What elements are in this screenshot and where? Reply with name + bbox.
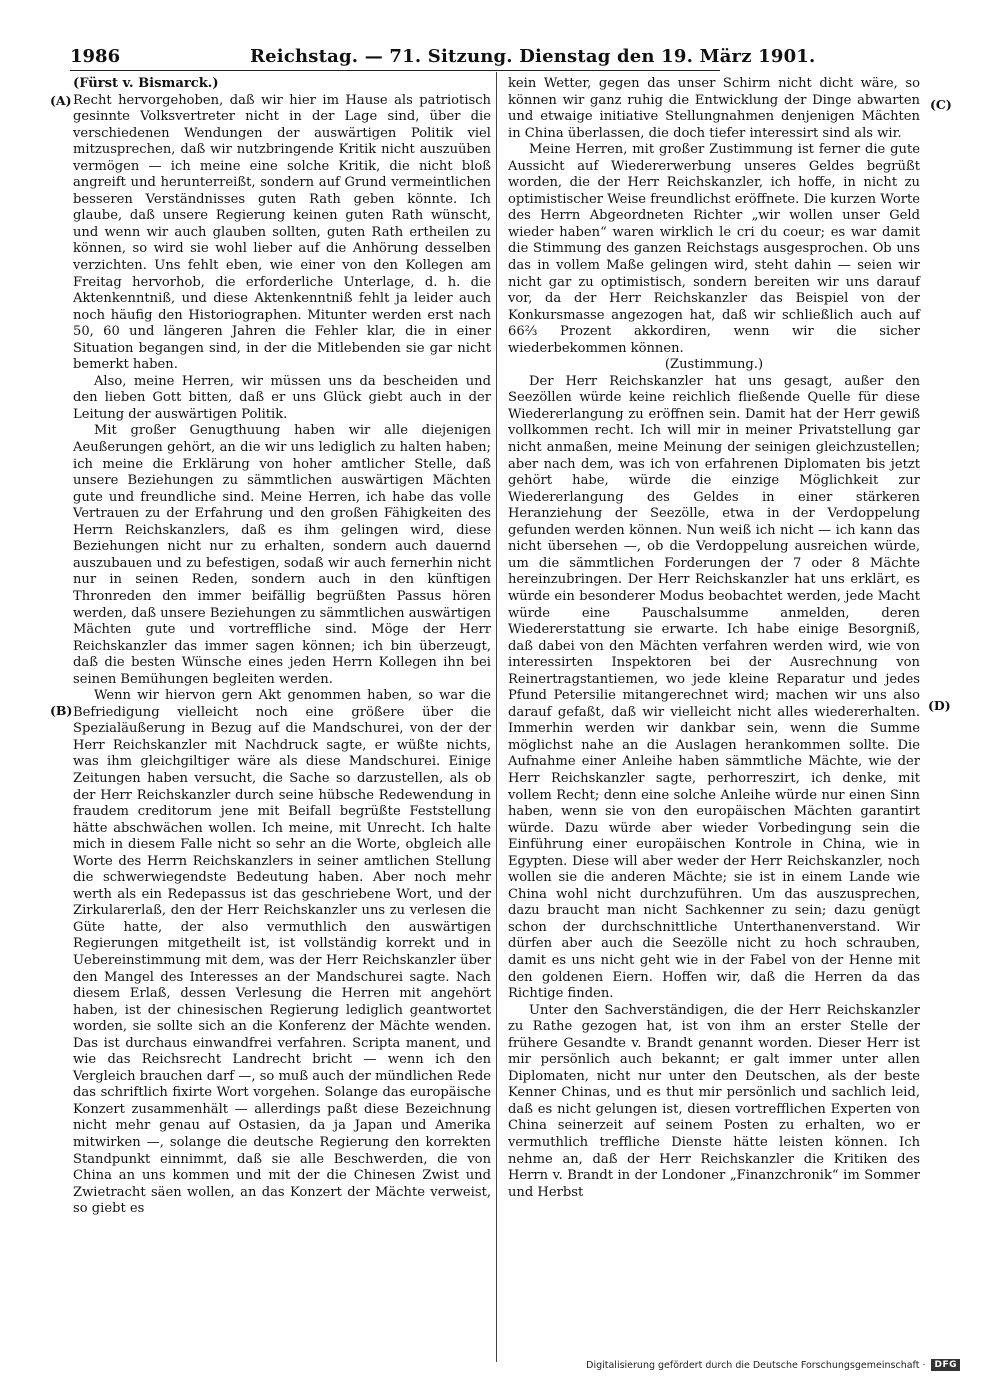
- paragraph: Recht hervorgehoben, daß wir hier im Hause als patriotisch gesinnte Volksvertreter nicht in der Lage sind, über die verschiedenen Wendungen der auswärtigen Politik viel mitzusprechen, daß wir nutzbringende Kritik nicht auszuüben vermögen — ich meine eine solche Kritik, die nicht bloß angreift und herunterreißt, sondern auf Grund vermeintlichen besseren Verständnisses guten Rath geben könnte. Ich glaube, daß unsere Regierung keinen guten Rath wünscht, und wenn wir auch glauben sollten, guten Rath ertheilen zu können, so wird sie wohl lieber auf die Anhörung desselben verzichten. Uns fehlt eben, wie einer von den Kollegen am Freitag hervorhob, die erforderliche Unterlage, d. h. die Aktenkenntniß, und diese Aktenkenntniß fehlt ja leider auch noch häufig den Historiographen. Mitunter werden erst nach 50, 60 und längeren Jahren die Fehler klar, die in einer Situation begangen sind, in der die Mitlebenden sie gar nicht bemerkt haben.: [73, 92, 491, 373]
- margin-marker-d: (D): [928, 698, 951, 713]
- speaker-label: (Fürst v. Bismarck.): [73, 76, 219, 91]
- right-column: [508, 76, 920, 1201]
- margin-marker-a: (A): [50, 93, 72, 108]
- paragraph: Der Herr Reichskanzler hat uns gesagt, außer den Seezöllen würde keine reichlich fließende Quelle für diese Wiedererlangung zu eröffnen sein. Damit hat der Herr gewiß vollkommen recht. Ich will mir in meiner Privatstellung gar nicht anmaßen, meine Meinung der seinigen gleichzustellen; aber nach dem, was ich von erfahrenen Diplomaten bis jetzt gehört habe, würde die einzige Möglichkeit zur Wiedererlangung des Geldes in einer stärkeren Heranziehung der Seezölle, etwa in der Verdoppelung gefunden werden können. Nun weiß ich nicht — ich kann das nicht übersehen —, ob die Verdoppelung ausreichen würde, um die sämmtlichen Forderungen der 7 oder 8 Mächte hereinzubringen. Der Herr Reichskanzler hat uns erklärt, es würde ein besonderer Modus beobachtet werden, jede Macht würde eine Pauschalsumme anmelden, deren Wiedererstattung sie erwarte. Ich habe einige Besorgniß, daß dabei von den Mächten verfahren werden wird, wie von interessirten Inspektoren bei der Ausrechnung von Reinertragstantiemen, wo jede kleine Reparatur und jedes Pfund Petersilie mitangerechnet wird; machen wir uns also darauf gefaßt, daß wir vielleicht nicht alles wiedererhalten. Immerhin werden wir dankbar sein, wenn die Summe möglichst nahe an die Auslagen herankommen sollte. Die Aufnahme einer Anleihe haben sämmtliche Mächte, wie der Herr Reichskanzler sagte, perhorreszirt, ich denke, mit vollem Recht; denn eine solche Anleihe würde nur einen Sinn haben, wenn sie von den europäischen Mächten garantirt würde. Dazu würde aber wieder Vorbedingung sein die Einführung einer europäischen Kontrole in China, wie in Egypten. Diese will aber weder der Herr Reichskanzler, noch wollen sie die anderen Mächte; sie ist in einem Lande wie China wohl nicht durchzuführen. Um das auszusprechen, dazu braucht man nicht Sachkenner zu sein; dazu genügt schon der durchschnittliche Unterthanenverstand. Wir dürfen aber auch die Seezölle nicht zu hoch schrauben, damit es uns nicht geht wie in der Fabel von der Henne mit den goldenen Eiern. Hoffen wir, daß die Herren da das Richtige finden.: [508, 373, 920, 1002]
- page-title: Reichstag. — 71. Sitzung. Dienstag den 19. März 1901.: [250, 46, 816, 67]
- paragraph: Also, meine Herren, wir müssen uns da bescheiden und den lieben Gott bitten, daß er uns Glück giebt auch in der Leitung der auswärtigen Politik.: [73, 373, 491, 422]
- paragraph: kein Wetter, gegen das unser Schirm nicht dicht wäre, so können wir ganz ruhig die Entwicklung der Dinge abwarten und etwaige initiative Stellungnahmen denjenigen Mächten in China überlassen, die doch tiefer interessirt sind als wir.: [508, 76, 920, 141]
- margin-marker-b: (B): [50, 703, 73, 718]
- margin-marker-c: (C): [930, 97, 952, 112]
- credit-text: Digitalisierung gefördert durch die Deutsche Forschungsgemeinschaft ·: [586, 1359, 926, 1371]
- dfg-logo-icon: DFG: [931, 1359, 960, 1371]
- paragraph: Unter den Sachverständigen, die der Herr Reichskanzler zu Rathe gezogen hat, ist von ihm an erster Stelle der frühere Gesandte v. Brandt genannt worden. Dieser Herr ist mir persönlich auch bekannt; er galt immer unter allen Diplomaten, nicht nur unter den Deutschen, als der beste Kenner Chinas, und es thut mir persönlich und sachlich leid, daß es nicht gelungen ist, diesen vortrefflichen Experten von China seinerzeit auf seinem Posten zu erhalten, wo er vermuthlich treffliche Dienste hätte leisten können. Ich nehme an, daß der Herr Reichskanzler die Kritiken des Herrn v. Brandt in der Londoner „Finanzchronik“ im Sommer und Herbst: [508, 1002, 920, 1200]
- page-header: [70, 46, 816, 70]
- interjection: (Zustimmung.): [664, 357, 764, 373]
- header-rule: [70, 70, 720, 71]
- column-divider: [496, 72, 497, 1362]
- left-column: [73, 76, 491, 1218]
- paragraph: Wenn wir hiervon gern Akt genommen haben, so war die Befriedigung vielleicht noch eine größere über die Spezialäußerung in Bezug auf die Mandschurei, von der der Herr Reichskanzler mit Nachdruck sagte, er wüßte nichts, was ihm gleichgiltiger wäre als diese Mandschurei. Einige Zeitungen haben versucht, die Sache so darzustellen, als ob der Herr Reichskanzler durch seine hübsche Redewendung in fraudem creditorum jene mit Beifall begrüßte Feststellung hätte abschwächen wollen. Ich meine, mit Unrecht. Ich halte mich in diesem Falle nicht so sehr an die Worte, obgleich alle Worte des Herrn Reichskanzlers in seiner amtlichen Stellung die schwerwiegendste Bedeutung haben. Aber noch mehr werth als ein Redepassus ist das geschriebene Wort, und der Zirkularerlaß, den der Herr Reichskanzler uns zu verlesen die Güte hatte, der also vermuthlich den auswärtigen Regierungen mitgetheilt ist, ist vollständig korrekt und in Uebereinstimmung mit dem, was der Herr Reichskanzler über den Mangel des Interesses an der Mandschurei sagte. Nach diesem Erlaß, dessen Verlesung die Herren mit angehört haben, ist der chinesischen Regierung lediglich geantwortet worden, sie sollte sich an die Konferenz der Mächte wenden. Das ist durchaus einwandfrei verfahren. Scripta manent, und wie das Reichsrecht Landrecht bricht — wenn ich den Vergleich brauchen darf —, so muß auch der mündlichen Rede das schriftlich fixirte Wort vorgehen. Solange das europäische Konzert zusammenhält — allerdings paßt diese Bezeichnung nicht mehr genau auf Ostasien, da ja Japan und Amerika mitwirken —, solange die deutsche Regierung den korrekten Standpunkt einnimmt, daß sie alle Beschwerden, die von China an uns kommen und mit der die Chinesen Zwist und Zwietracht säen wollen, an das Konzert der Mächte verweist, so giebt es: [73, 688, 491, 1217]
- digitization-credit: [586, 1359, 960, 1371]
- paragraph: Meine Herren, mit großer Zustimmung ist ferner die gute Aussicht auf Wiedererwerbung unseres Geldes begrüßt worden, die der Herr Reichskanzler, ich hoffe, in nicht zu optimistischer Weise freundlichst eröffnete. Die kurzen Worte des Herrn Abgeordneten Richter „wir wollen unser Geld wieder haben“ waren wirklich le cri du coeur; es war damit die Stimmung des ganzen Reichstags ausgesprochen. Ob uns das in vollem Maße gelingen wird, steht dahin — seien wir nicht gar zu optimistisch, sondern bereiten wir uns darauf vor, da der Herr Reichskanzler das Beispiel von der Konkursmasse angezogen hat, daß wir schließlich auch auf 66⅔ Prozent akkordiren, wenn wir die sicher wiederbekommen können.: [508, 142, 920, 356]
- page-number: 1986: [70, 46, 121, 67]
- paragraph: Mit großer Genugthuung haben wir alle diejenigen Aeußerungen gehört, an die wir uns lediglich zu halten haben; ich meine die Erklärung von hoher amtlicher Stelle, daß unsere Beziehungen zu sämmtlichen auswärtigen Mächten gute und freundliche sind. Meine Herren, ich habe das volle Vertrauen zu der Erfahrung und den großen Fähigkeiten des Herrn Reichskanzlers, daß es ihm gelingen wird, diese Beziehungen nicht nur zu erhalten, sondern auch dauernd auszubauen und zu befestigen, sodaß wir auch fernerhin nicht nur in seinen Reden, sondern auch in den künftigen Thronreden den immer beifällig begrüßten Passus hören werden, daß unsere Beziehungen zu sämmtlichen auswärtigen Mächten gute und vortreffliche sind. Möge der Herr Reichskanzler das immer sagen können; ich bin überzeugt, daß die besten Wünsche eines jeden Herrn Kollegen ihn bei seinen Bemühungen begleiten werden.: [73, 423, 491, 687]
